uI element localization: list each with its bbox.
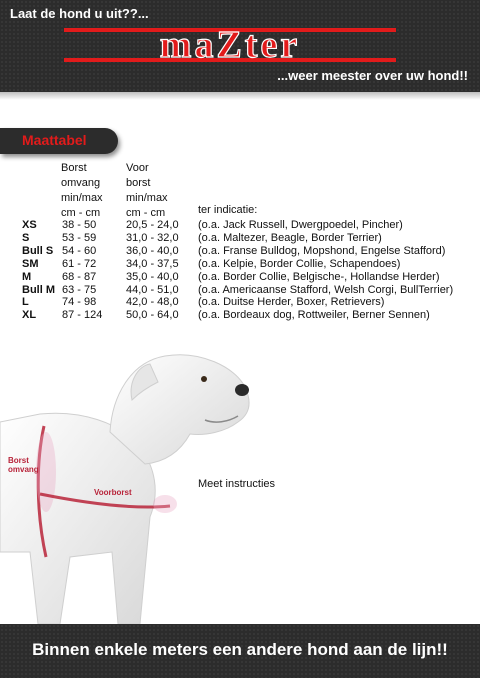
borst-cell: 63 - 75	[62, 283, 97, 296]
label-omvang-line: omvang	[8, 465, 39, 474]
table-row	[22, 232, 453, 245]
borst-cell: 68 - 87	[62, 270, 97, 283]
voorborst-cell: 20,5 - 24,0	[126, 219, 179, 231]
breeds-cell: (o.a. Jack Russell, Dwergpoedel, Pincher)	[198, 219, 403, 231]
col-borst-line: Borst	[61, 162, 87, 174]
breeds-cell: (o.a. Duitse Herder, Boxer, Retrievers)	[198, 296, 385, 309]
indication-label: ter indicatie:	[198, 204, 258, 216]
meet-instructies: Meet instructies	[198, 478, 276, 490]
label-borst-line: Borst	[8, 456, 29, 465]
borst-cell: 53 - 59	[62, 231, 97, 244]
table-row	[22, 309, 453, 322]
col-voor-line: borst	[126, 177, 151, 189]
table-row	[22, 284, 453, 297]
mazter-logo	[60, 20, 400, 70]
size-cell: Bull S	[22, 244, 54, 257]
col-voor-line: Voor	[126, 162, 149, 174]
borst-cell: 87 - 124	[62, 309, 103, 322]
size-table	[22, 219, 453, 322]
breeds-cell: (o.a. Franse Bulldog, Mopshond, Engelse Stafford)	[198, 244, 446, 257]
column-header-borst	[61, 161, 103, 221]
borst-cell: 38 - 50	[62, 219, 97, 231]
breeds-cell: (o.a. Americaanse Stafford, Welsh Corgi, BullTerrier)	[198, 283, 454, 296]
size-cell: S	[22, 231, 30, 244]
table-row	[22, 271, 453, 284]
col-borst-line: min/max	[61, 192, 103, 204]
size-cell: XS	[22, 219, 37, 231]
col-borst-line: omvang	[61, 177, 101, 189]
table-row	[22, 258, 453, 271]
tagline-top: Laat de hond u uit??...	[10, 6, 149, 21]
voorborst-cell: 31,0 - 32,0	[126, 231, 179, 244]
voorborst-cell: 42,0 - 48,0	[126, 296, 179, 309]
col-borst-line: cm - cm	[61, 207, 101, 219]
breeds-cell: (o.a. Maltezer, Beagle, Border Terrier)	[198, 231, 382, 244]
size-cell: SM	[22, 257, 39, 270]
size-cell: M	[22, 270, 32, 283]
voorborst-cell: 35,0 - 40,0	[126, 270, 179, 283]
voorborst-cell: 44,0 - 51,0	[126, 283, 179, 296]
borst-cell: 61 - 72	[62, 257, 97, 270]
size-cell: XL	[22, 309, 37, 322]
voorborst-cell: 50,0 - 64,0	[126, 309, 179, 322]
borst-cell: 74 - 98	[62, 296, 97, 309]
size-cell: Bull M	[22, 283, 55, 296]
header-banner	[0, 0, 480, 92]
col-voor-line: min/max	[126, 192, 168, 204]
column-header-voorborst	[126, 161, 168, 221]
label-voorborst: Voorborst	[94, 488, 132, 497]
footer-banner	[0, 624, 480, 678]
table-row	[22, 296, 453, 309]
borst-cell: 54 - 60	[62, 244, 97, 257]
col-voor-line: cm - cm	[126, 207, 166, 219]
breeds-cell: (o.a. Kelpie, Border Collie, Schapendoes)	[198, 257, 401, 270]
section-title: Maattabel	[22, 132, 87, 148]
footer-slogan: Binnen enkele meters een andere hond aan de lijn!!	[32, 640, 448, 659]
label-borst-omvang	[8, 456, 39, 474]
voorborst-cell: 36,0 - 40,0	[126, 244, 179, 257]
voorborst-cell: 34,0 - 37,5	[126, 257, 179, 270]
size-cell: L	[22, 296, 29, 309]
breeds-cell: (o.a. Border Collie, Belgische-, Hollandse Herder)	[198, 270, 440, 283]
header-shadow	[0, 92, 480, 100]
table-row	[22, 219, 453, 232]
mazter-logo-graphic	[60, 20, 400, 70]
breeds-cell: (o.a. Bordeaux dog, Rottweiler, Berner Sennen)	[198, 309, 430, 322]
tagline-bottom: ...weer meester over uw hond!!	[277, 68, 468, 83]
table-row	[22, 245, 453, 258]
section-tab	[0, 128, 118, 154]
logo-text: maZter	[159, 24, 301, 66]
